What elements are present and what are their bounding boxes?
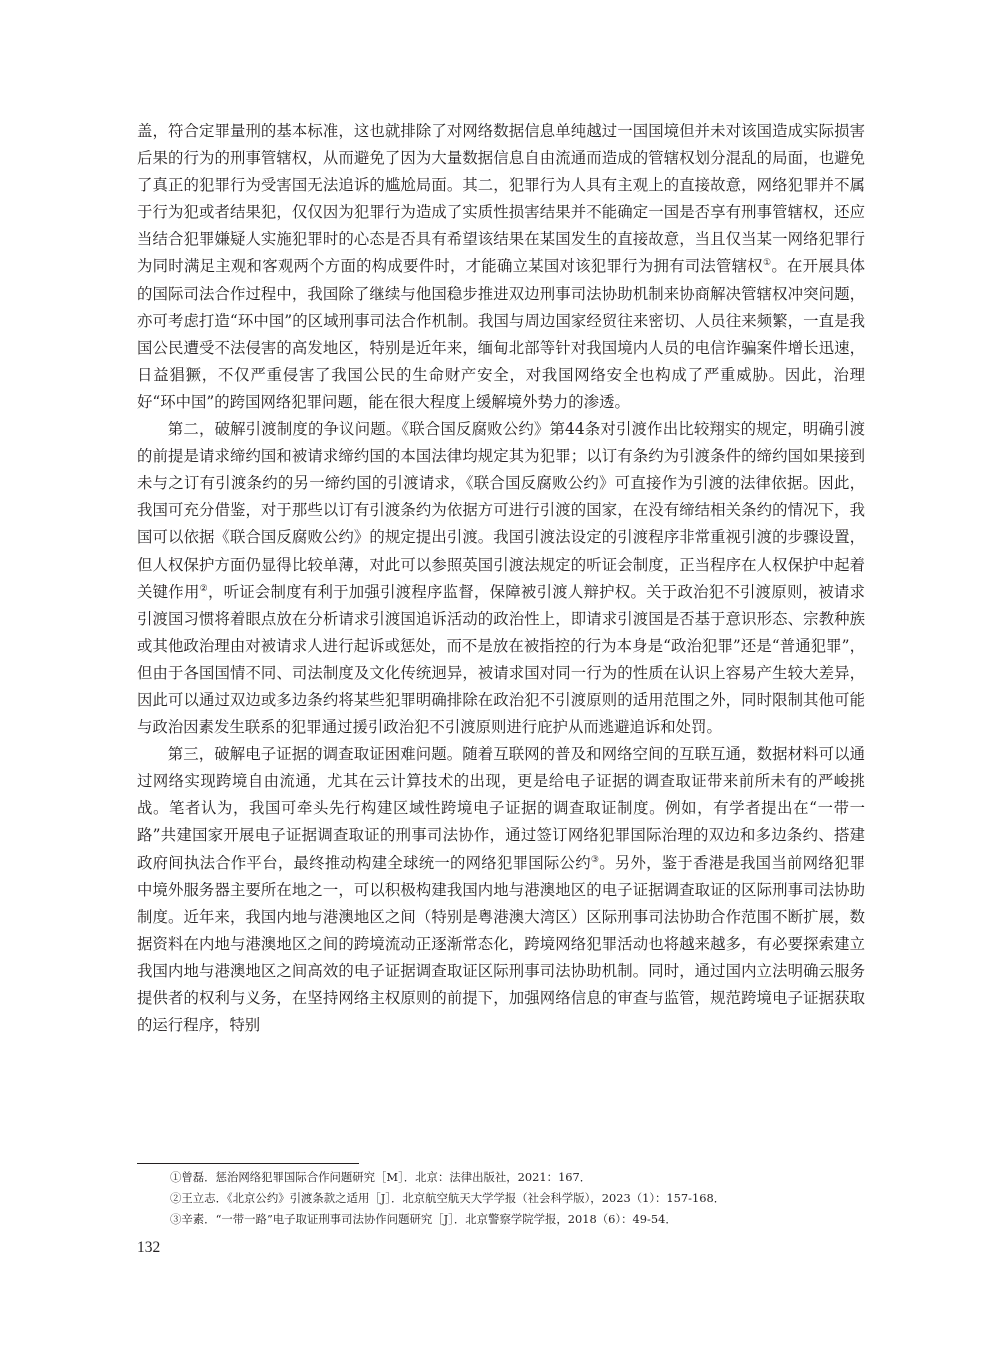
paragraph-text: 。另外，鉴于香港是我国当前网络犯罪中境外服务器主要所在地之一，可以积极构建我国内地与港澳地区的电子证据调查取证的区际刑事司法协助制度。近年来，我国内地与港澳地区之间（特别是粤港澳大湾区）区际刑事司法协助合作范围不断扩展，数据资料在内地与港澳地区之间的跨境流动正逐渐常态化，跨境网络犯罪活动也将越来越多，有必要探索建立我国内地与港澳地区之间高效的电子证据调查取证区际刑事司法协助机制。同时，通过国内立法明确云服务提供者的权利与义务，在坚持网络主权原则的前提下，加强网络信息的审查与监管，规范跨境电子证据获取的运行程序，特别 <box>137 853 865 1035</box>
paragraph-text: ，听证会制度有利于加强引渡程序监督，保障被引渡人辩护权。关于政治犯不引渡原则，被请求引渡国习惯将着眼点放在分析请求引渡国追诉活动的政治性上，即请求引渡国是否基于意识形态、宗教种族或其他政治理由对被请求人进行起诉或惩处，而不是放在被指控的行为本身是“政治犯罪”还是“普通犯罪”，但由于各国国情不同、司法制度及文化传统迥异，被请求国对同一行为的性质在认识上容易产生较大差异，因此可以通过双边或多边条约将某些犯罪明确排除在政治犯不引渡原则的适用范围之外，同时限制其他可能与政治因素发生联系的犯罪通过援引政治犯不引渡原则进行庇护从而逃避追诉和处罚。 <box>137 582 865 737</box>
footnote: ①曾磊．惩治网络犯罪国际合作问题研究［M］．北京：法律出版社，2021：167． <box>170 1170 592 1184</box>
paragraph <box>137 118 865 416</box>
page-number: 132 <box>137 1239 161 1256</box>
paragraph-text: 第二，破解引渡制度的争议问题。《联合国反腐败公约》第44条对引渡作出比较翔实的规定，明确引渡的前提是请求缔约国和被请求缔约国的本国法律均规定其为犯罪；以订有条约为引渡条件的缔约国如果接到未与之订有引渡条约的另一缔约国的引渡请求，《联合国反腐败公约》可直接作为引渡的法律依据。因此，我国可充分借鉴，对于那些以订有引渡条约为依据方可进行引渡的国家，在没有缔结相关条约的情况下，我国可以依据《联合国反腐败公约》的规定提出引渡。我国引渡法设定的引渡程序非常重视引渡的步骤设置，但人权保护方面仍显得比较单薄，对此可以参照英国引渡法规定的听证会制度，正当程序在人权保护中起着关键作用 <box>137 420 865 601</box>
footnote-divider <box>137 1163 359 1164</box>
footnote-ref[interactable]: ③ <box>590 854 600 865</box>
footnote: ②王立志．《北京公约》引渡条款之适用［J］．北京航空航天大学学报（社会科学版），2023（1）：157-168． <box>170 1191 726 1205</box>
paragraph <box>137 416 865 741</box>
paragraph-text: 。在开展具体的国际司法合作过程中，我国除了继续与他国稳步推进双边刑事司法协助机制来协商解决管辖权冲突问题，亦可考虑打造“环中国”的区域刑事司法合作机制。我国与周边国家经贸往来密切、人员往来频繁，一直是我国公民遭受不法侵害的高发地区，特别是近年来，缅甸北部等针对我国境内人员的电信诈骗案件增长迅速，日益猖獗，不仅严重侵害了我国公民的生命财产安全，对我国网络安全也构成了严重威胁。因此，治理好“环中国”的跨国网络犯罪问题，能在很大程度上缓解境外势力的渗透。 <box>137 257 865 411</box>
paragraph <box>137 741 865 1039</box>
footnote: ③辛素．“一带一路”电子取证刑事司法协作问题研究［J］．北京警察学院学报，2018（6）：49-54． <box>170 1212 677 1226</box>
footnote-ref[interactable]: ① <box>763 258 772 269</box>
footnote-ref[interactable]: ② <box>199 583 208 594</box>
footnotes <box>170 1167 865 1230</box>
body-text <box>137 118 865 1039</box>
paragraph-text: 盖，符合定罪量刑的基本标准，这也就排除了对网络数据信息单纯越过一国国境但并未对该国造成实际损害后果的行为的刑事管辖权，从而避免了因为大量数据信息自由流通而造成的管辖权划分混乱的局面，也避免了真正的犯罪行为受害国无法追诉的尴尬局面。其二，犯罪行为人具有主观上的直接故意，网络犯罪并不属于行为犯或者结果犯，仅仅因为犯罪行为造成了实质性损害结果并不能确定一国是否享有刑事管辖权，还应当结合犯罪嫌疑人实施犯罪时的心态是否具有希望该结果在某国发生的直接故意，当且仅当某一网络犯罪行为同时满足主观和客观两个方面的构成要件时，才能确立某国对该犯罪行为拥有司法管辖权 <box>137 122 865 276</box>
paragraph-text: 第三，破解电子证据的调查取证困难问题。随着互联网的普及和网络空间的互联互通，数据材料可以通过网络实现跨境自由流通，尤其在云计算技术的出现，更是给电子证据的调查取证带来前所未有的严峻挑战。笔者认为，我国可牵头先行构建区域性跨境电子证据的调查取证制度。例如，有学者提出在“一带一路”共建国家开展电子证据调查取证的刑事司法协作，通过签订网络犯罪国际治理的双边和多边条约、搭建政府间执法合作平台，最终推动构建全球统一的网络犯罪国际公约 <box>137 745 865 872</box>
